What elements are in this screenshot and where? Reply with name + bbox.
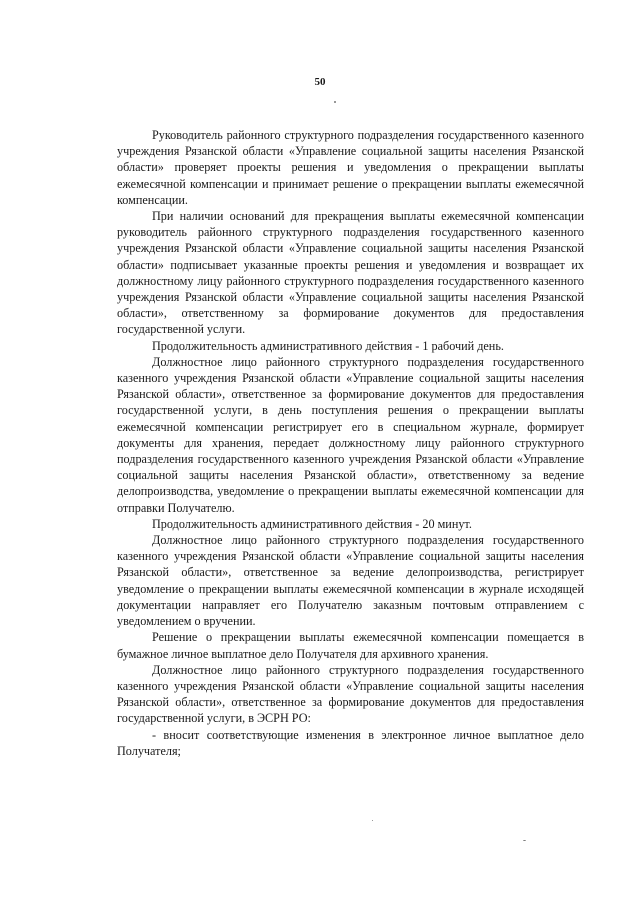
scan-speck xyxy=(372,820,373,821)
scan-speck xyxy=(523,840,526,841)
paragraph-archive: Решение о прекращении выплаты ежемесячной компенсации помещается в бумажное личное выплатное дело Получателя для архивного хранения. xyxy=(117,630,584,661)
body-text xyxy=(117,127,584,759)
paragraph-registration: Должностное лицо районного структурного подразделения государственного казенного учреждения Рязанской области «Управление социальной защиты населения Рязанской области», ответственное за формирование документов для предоставления государственной услуги, в день поступления решения о прекращении выплаты ежемесячной компенсации регистрирует его в специальном журнале, формирует документы для хранения, передает должностному лицу районного структурного подразделения государственного казенного учреждения Рязанской области «Управление социальной защиты населения Рязанской области», ответственному за ведение делопроизводства, уведомление о прекращении выплаты ежемесячной компенсации для отправки Получателю. xyxy=(117,354,584,515)
paragraph-head-review: Руководитель районного структурного подразделения государственного казенного учреждения Рязанской области «Управление социальной защиты населения Рязанской области» проверяет проекты решения и уведомления о прекращении выплаты ежемесячной компенсации и принимает решение о прекращении выплаты ежемесячной компенсации. xyxy=(117,128,584,207)
page-number: 50 xyxy=(314,76,326,88)
scan-speck xyxy=(334,101,336,103)
paragraph-esrn: Должностное лицо районного структурного подразделения государственного казенного учреждения Рязанской области «Управление социальной защиты населения Рязанской области», ответственное за формирование документов для предоставления государственной услуги, в ЭСРН РО: xyxy=(117,662,584,726)
paragraph-duration-20-min: Продолжительность административного действия - 20 минут. xyxy=(152,516,472,531)
list-item-update-file: - вносит соответствующие изменения в электронное личное выплатное дело Получателя; xyxy=(117,727,584,758)
paragraph-head-signs: При наличии оснований для прекращения выплаты ежемесячной компенсации руководитель районного структурного подразделения государственного казенного учреждения Рязанской области «Управление социальной защиты населения Рязанской области» подписывает указанные проекты решения и уведомления и возвращает их должностному лицу районного структурного подразделения государственного казенного учреждения Рязанской области «Управление социальной защиты населения Рязанской области», ответственному за формирование документов для предоставления государственной услуги. xyxy=(117,209,584,337)
paragraph-mailing: Должностное лицо районного структурного подразделения государственного казенного учреждения Рязанской области «Управление социальной защиты населения Рязанской области», ответственное за ведение делопроизводства, регистрирует уведомление о прекращении выплаты ежемесячной компенсации в журнале исходящей документации направляет его Получателю заказным почтовым отправлением с уведомлением о вручении. xyxy=(117,533,584,629)
paragraph-duration-1-day: Продолжительность административного действия - 1 рабочий день. xyxy=(152,338,504,353)
